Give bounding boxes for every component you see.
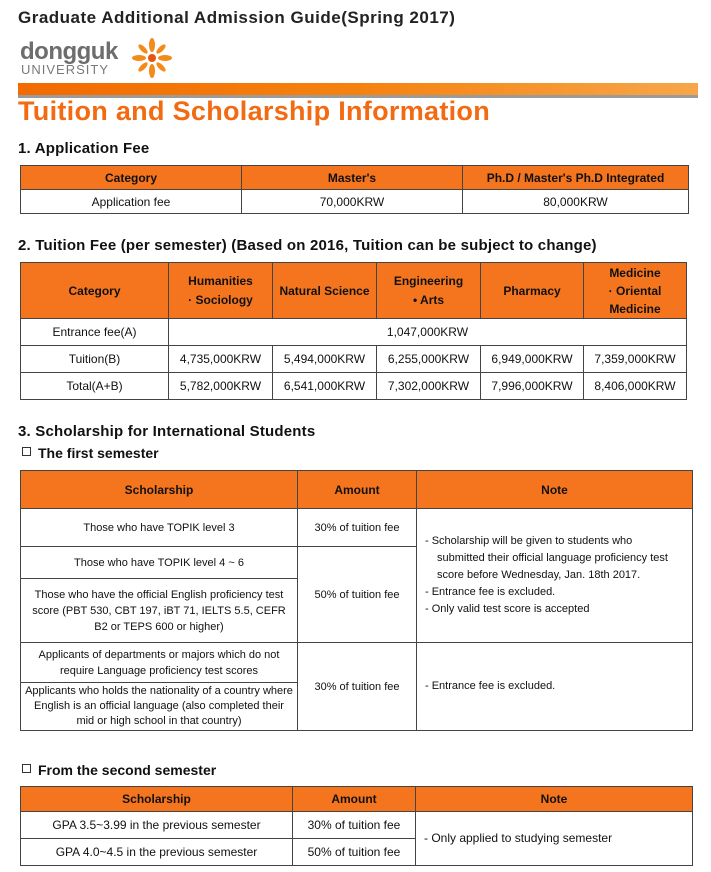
table-row: [21, 319, 687, 346]
table-row: [21, 346, 687, 373]
second-semester-table: [20, 786, 693, 866]
square-bullet-icon: [22, 764, 31, 773]
scholarship-criteria: Applicants who holds the nationality of a country where English is an official language (also completed their mid or high school in that country): [21, 683, 298, 731]
col-header-amount: Amount: [298, 471, 417, 509]
scholarship-criteria: Those who have TOPIK level 3: [21, 509, 298, 547]
col-header-scholarship: Scholarship: [21, 787, 293, 812]
tuition-value: 6,255,000KRW: [377, 346, 481, 373]
subheading-text: The first semester: [38, 445, 159, 461]
university-logo: [20, 38, 180, 78]
header-line: Humanities: [188, 273, 253, 288]
header-line: · Oriental: [608, 283, 662, 298]
header-line: · Sociology: [188, 292, 253, 307]
row-label: Entrance fee(A): [21, 319, 169, 346]
table-row: [21, 373, 687, 400]
fee-value: 70,000KRW: [242, 190, 463, 214]
note-line: score before Wednesday, Jan. 18th 2017.: [437, 569, 641, 581]
scholarship-heading: 3. Scholarship for International Students: [18, 423, 316, 440]
total-value: 6,541,000KRW: [273, 373, 377, 400]
fee-value: 80,000KRW: [463, 190, 689, 214]
total-value: 8,406,000KRW: [584, 373, 687, 400]
col-header-natural-science: Natural Science: [273, 263, 377, 319]
tuition-fee-heading: 2. Tuition Fee (per semester) (Based on 2016, Tuition can be subject to change): [18, 237, 597, 254]
col-header-engineering: [377, 263, 481, 319]
first-semester-subheading: [22, 445, 159, 461]
page-title: Tuition and Scholarship Information: [18, 96, 490, 126]
header-line: • Arts: [412, 292, 445, 307]
header-line: Medicine: [609, 265, 661, 280]
col-header-pharmacy: Pharmacy: [481, 263, 584, 319]
header-line: Medicine: [609, 301, 661, 316]
scholarship-criteria: Those who have the official English proficiency test score (PBT 530, CBT 197, iBT 71, IELTS 5.5, CEFR B2 or TEPS 600 or higher): [21, 579, 298, 643]
scholarship-criteria: Those who have TOPIK level 4 ~ 6: [21, 547, 298, 579]
tuition-value: 4,735,000KRW: [169, 346, 273, 373]
scholarship-amount: 30% of tuition fee: [298, 509, 417, 547]
application-fee-table: [20, 165, 689, 214]
scholarship-amount: 50% of tuition fee: [298, 547, 417, 643]
tuition-value: 6,949,000KRW: [481, 346, 584, 373]
tuition-fee-table: [20, 262, 687, 400]
col-header-humanities: [169, 263, 273, 319]
note-line: - Scholarship will be given to students who: [425, 535, 633, 547]
scholarship-note: - Only applied to studying semester: [416, 812, 693, 866]
col-header-note: Note: [416, 787, 693, 812]
scholarship-criteria: GPA 4.0~4.5 in the previous semester: [21, 839, 293, 866]
col-header-category: Category: [21, 166, 242, 190]
table-row: [21, 190, 689, 214]
scholarship-criteria: Applicants of departments or majors which do not require Language proficiency test scores: [21, 643, 298, 683]
col-header-medicine: [584, 263, 687, 319]
header-line: Engineering: [393, 273, 464, 288]
table-row: [21, 643, 693, 683]
note-line: - Only valid test score is accepted: [425, 603, 590, 615]
logo-flower-icon: [130, 38, 174, 78]
total-value: 7,302,000KRW: [377, 373, 481, 400]
entrance-fee-value: 1,047,000KRW: [169, 319, 687, 346]
first-semester-table: [20, 470, 693, 731]
guide-title: Graduate Additional Admission Guide(Spring 2017): [18, 8, 456, 27]
logo-main-text: dongguk: [20, 38, 118, 65]
second-semester-subheading: [22, 762, 216, 778]
tuition-value: 5,494,000KRW: [273, 346, 377, 373]
table-row: [21, 509, 693, 547]
note-line: submitted their official language proficiency test: [437, 552, 668, 564]
subheading-text: From the second semester: [38, 762, 217, 778]
logo-sub-text: UNIVERSITY: [21, 62, 110, 77]
row-label: Total(A+B): [21, 373, 169, 400]
scholarship-amount: 50% of tuition fee: [293, 839, 416, 866]
col-header-amount: Amount: [293, 787, 416, 812]
total-value: 5,782,000KRW: [169, 373, 273, 400]
scholarship-note: [417, 509, 693, 643]
col-header-masters: Master's: [242, 166, 463, 190]
header-orange-rule: [18, 83, 698, 95]
col-header-category: Category: [21, 263, 169, 319]
scholarship-amount: 30% of tuition fee: [293, 812, 416, 839]
scholarship-note: - Entrance fee is excluded.: [417, 643, 693, 731]
row-label: Application fee: [21, 190, 242, 214]
scholarship-criteria: GPA 3.5~3.99 in the previous semester: [21, 812, 293, 839]
scholarship-amount: 30% of tuition fee: [298, 643, 417, 731]
total-value: 7,996,000KRW: [481, 373, 584, 400]
table-row: [21, 812, 693, 839]
note-line: - Entrance fee is excluded.: [425, 586, 556, 598]
square-bullet-icon: [22, 447, 31, 456]
col-header-scholarship: Scholarship: [21, 471, 298, 509]
col-header-phd: Ph.D / Master's Ph.D Integrated: [463, 166, 689, 190]
row-label: Tuition(B): [21, 346, 169, 373]
tuition-value: 7,359,000KRW: [584, 346, 687, 373]
col-header-note: Note: [417, 471, 693, 509]
application-fee-heading: 1. Application Fee: [18, 140, 150, 157]
